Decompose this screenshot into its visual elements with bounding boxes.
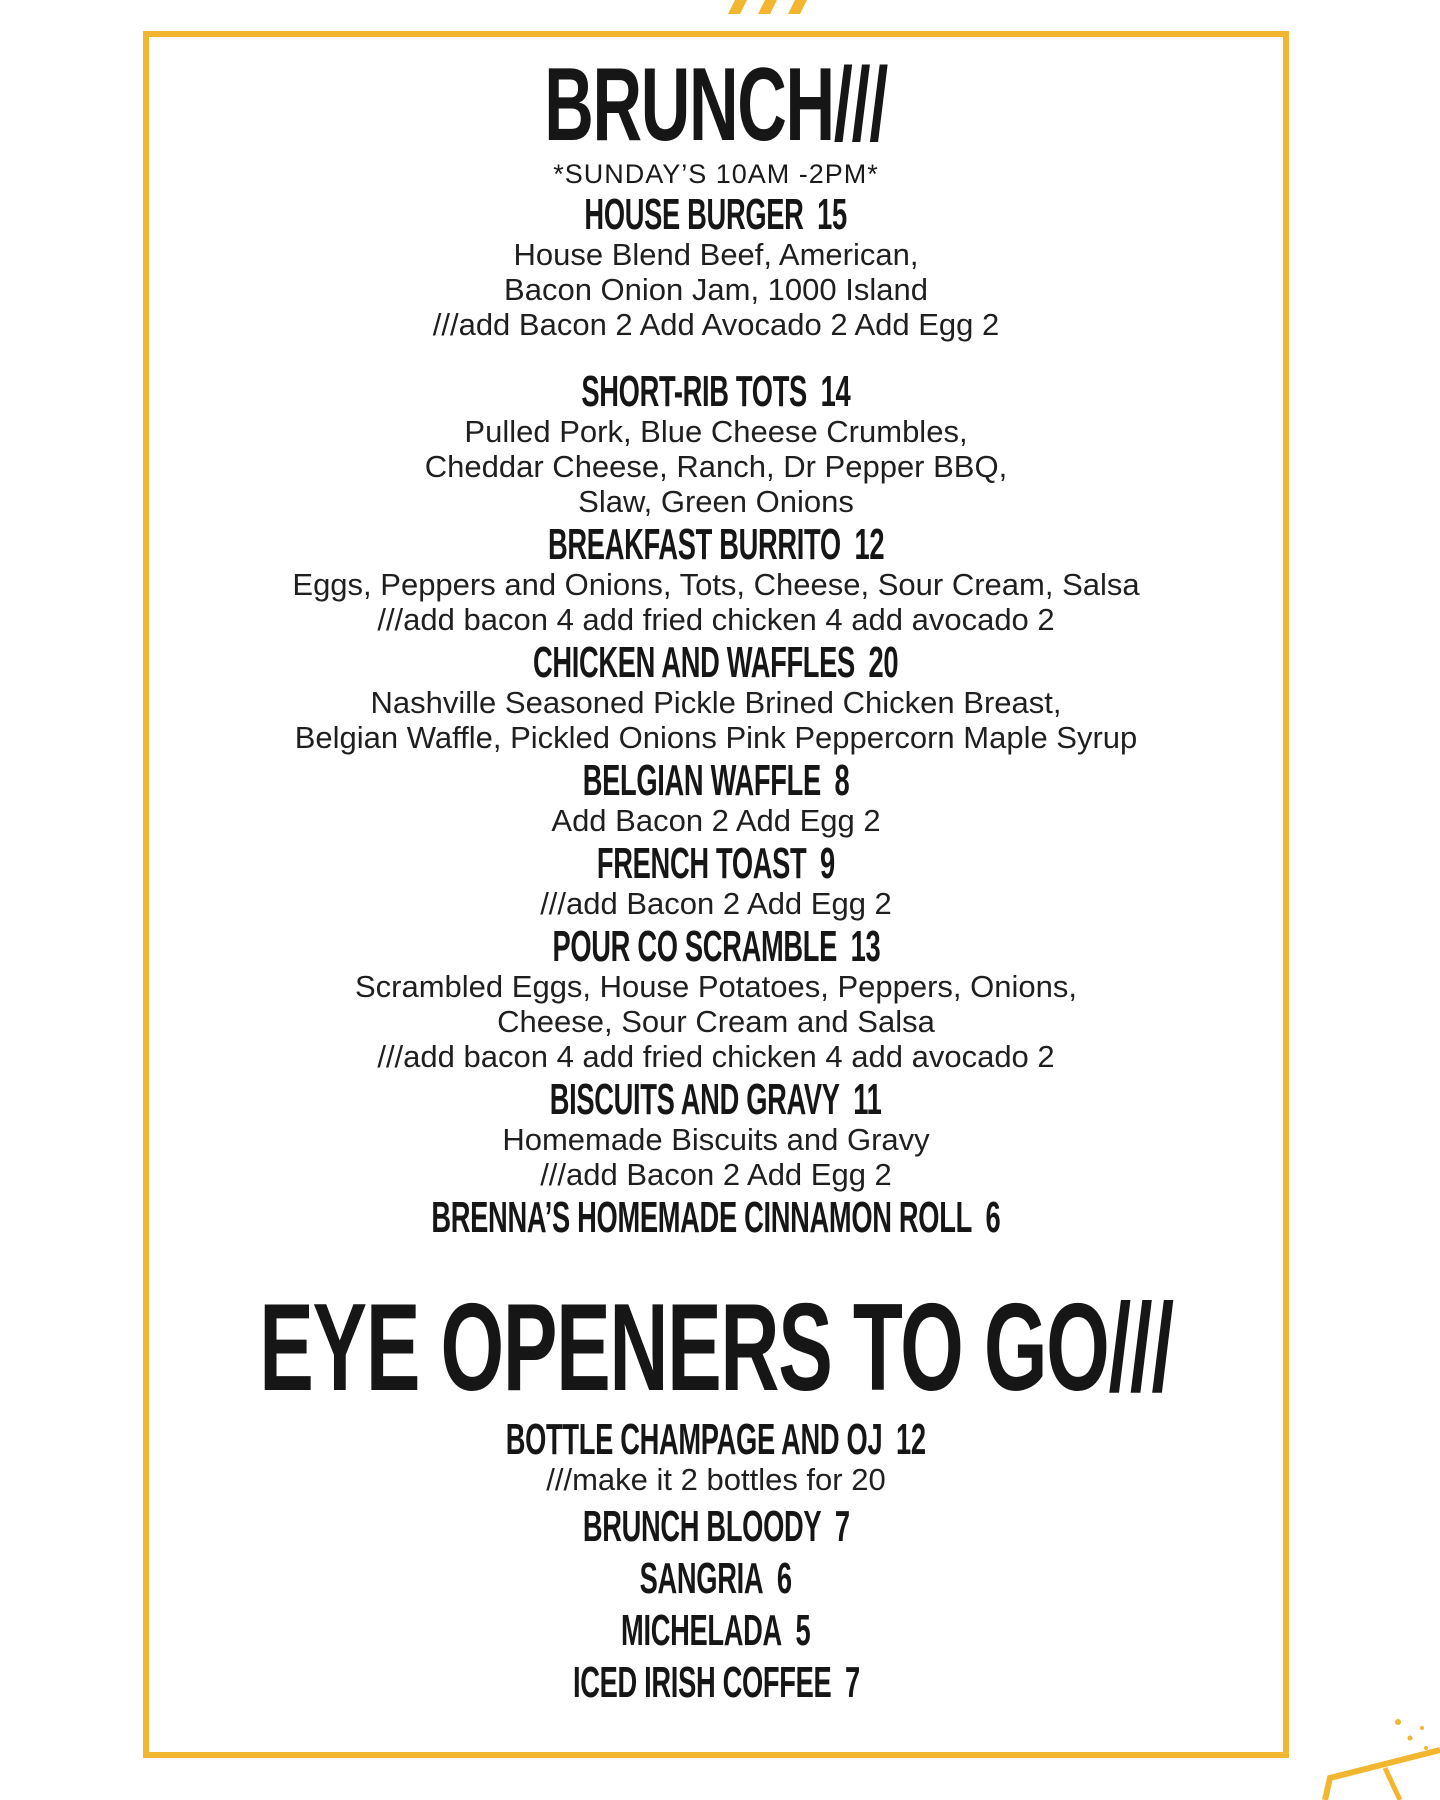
menu-item-name bbox=[550, 1075, 882, 1124]
menu-item-description: House Blend Beef, American, bbox=[513, 237, 919, 272]
brunch-title: BRUNCH/// bbox=[544, 47, 888, 163]
menu-item-price: 9 bbox=[820, 839, 835, 888]
menu-item-price: 8 bbox=[834, 756, 850, 805]
menu-item-description: ///add bacon 4 add fried chicken 4 add avocado 2 bbox=[377, 602, 1055, 637]
menu-item-title: FRENCH TOAST bbox=[597, 839, 807, 888]
menu-item-name bbox=[582, 1502, 850, 1551]
menu-item-price: 6 bbox=[985, 1193, 1001, 1242]
menu-item-price: 12 bbox=[896, 1415, 926, 1464]
menu-item-description: Cheddar Cheese, Ranch, Dr Pepper BBQ, bbox=[424, 449, 1008, 484]
menu-item-name bbox=[581, 367, 851, 416]
brunch-hours: *SUNDAY’S 10AM -2PM* bbox=[553, 159, 879, 189]
menu-item-price: 20 bbox=[868, 638, 899, 687]
menu-item-name bbox=[533, 638, 899, 687]
menu-item-description: ///add Bacon 2 Add Egg 2 bbox=[540, 1157, 892, 1192]
menu-item-title: BISCUITS AND GRAVY bbox=[550, 1075, 841, 1124]
menu-item-price: 11 bbox=[853, 1075, 882, 1124]
menu-item-name bbox=[597, 839, 835, 888]
menu-item-price: 15 bbox=[817, 190, 848, 239]
menu-item-title: BELGIAN WAFFLE bbox=[582, 756, 821, 805]
menu-item-name bbox=[552, 922, 880, 971]
menu-item-price: 6 bbox=[777, 1554, 793, 1603]
brunch-items bbox=[257, 189, 1175, 1240]
eye-openers-title: EYE OPENERS TO GO/// bbox=[259, 1279, 1173, 1417]
menu-item-name bbox=[431, 1193, 1001, 1242]
menu-item-description: ///make it 2 bottles for 20 bbox=[546, 1462, 886, 1497]
menu-item-name bbox=[621, 1606, 811, 1655]
menu-item-name bbox=[584, 190, 848, 239]
menu-item-price: 13 bbox=[850, 922, 880, 971]
menu-item-description: Slaw, Green Onions bbox=[578, 484, 854, 519]
menu-item-description: Scrambled Eggs, House Potatoes, Peppers, Onions, bbox=[354, 969, 1077, 1004]
menu-item-title: MICHELADA bbox=[621, 1606, 783, 1655]
menu-item-description: Belgian Waffle, Pickled Onions Pink Peppercorn Maple Syrup bbox=[294, 720, 1138, 755]
menu-item-price: 5 bbox=[795, 1606, 811, 1655]
menu-item-name bbox=[639, 1554, 793, 1603]
menu-item-description: ///add Bacon 2 Add Egg 2 bbox=[540, 886, 892, 921]
menu-item-title: CHICKEN AND WAFFLES bbox=[533, 638, 856, 687]
menu-item-description: Add Bacon 2 Add Egg 2 bbox=[551, 803, 881, 838]
menu-item-description: Cheese, Sour Cream and Salsa bbox=[497, 1004, 935, 1039]
menu-item-title: BREAKFAST BURRITO bbox=[547, 520, 841, 569]
menu-item-title: ICED IRISH COFFEE bbox=[572, 1658, 831, 1707]
menu-item-title: SANGRIA bbox=[639, 1554, 764, 1603]
menu-frame bbox=[143, 31, 1289, 1758]
menu-item-price: 14 bbox=[820, 367, 851, 416]
menu-item-name bbox=[506, 1415, 926, 1464]
menu-item-title: BRENNA’S HOMEMADE CINNAMON ROLL bbox=[431, 1193, 973, 1242]
menu-item-title: SHORT-RIB TOTS bbox=[581, 367, 808, 416]
menu-item-description: Nashville Seasoned Pickle Brined Chicken Breast, bbox=[370, 685, 1062, 720]
slash-decoration-icon bbox=[720, 0, 830, 14]
menu-item-description: ///add bacon 4 add fried chicken 4 add avocado 2 bbox=[377, 1039, 1055, 1074]
menu-item-price: 7 bbox=[844, 1658, 860, 1707]
menu-item-description: Homemade Biscuits and Gravy bbox=[502, 1122, 930, 1157]
menu-item-price: 7 bbox=[834, 1502, 850, 1551]
eye-openers-items bbox=[377, 1410, 1054, 1705]
menu-item-name bbox=[582, 756, 850, 805]
menu-item-description: Pulled Pork, Blue Cheese Crumbles, bbox=[464, 414, 968, 449]
menu-item-description: ///add Bacon 2 Add Avocado 2 Add Egg 2 bbox=[432, 307, 1000, 342]
menu-item-title: POUR CO SCRAMBLE bbox=[552, 922, 837, 971]
menu-item-description: Eggs, Peppers and Onions, Tots, Cheese, Sour Cream, Salsa bbox=[292, 567, 1140, 602]
menu-item-description: Bacon Onion Jam, 1000 Island bbox=[504, 272, 928, 307]
menu-item-name bbox=[572, 1658, 860, 1707]
menu-item-title: HOUSE BURGER bbox=[584, 190, 804, 239]
menu-item-title: BOTTLE CHAMPAGE AND OJ bbox=[506, 1415, 883, 1464]
menu-item-name bbox=[547, 520, 885, 569]
menu-item-title: BRUNCH BLOODY bbox=[582, 1502, 821, 1551]
menu-item-price: 12 bbox=[854, 520, 885, 569]
